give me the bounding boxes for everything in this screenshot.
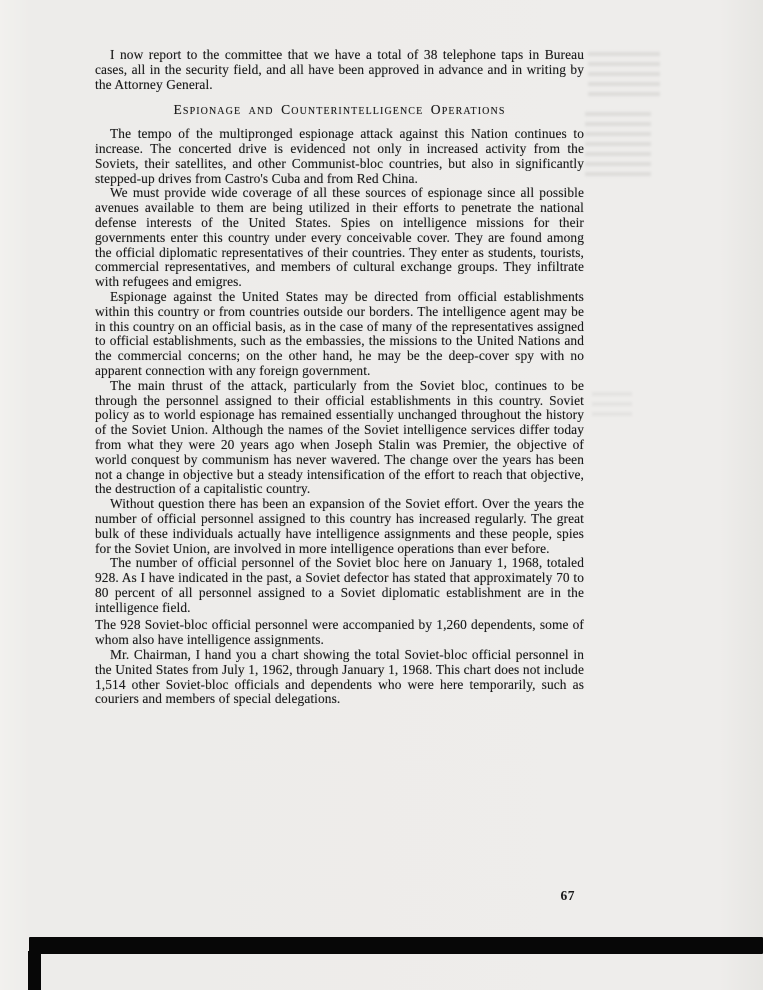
scan-black-corner-mark xyxy=(28,951,41,990)
paragraph: The number of official personnel of the Soviet bloc here on January 1, 1968, totaled 928. As I have indicated in the past, a Soviet defector has stated that approximately 70 to 80 percent of all personnel assigned to a Soviet diplomatic establishment are in the intelligence field. xyxy=(95,555,584,615)
paragraph: The main thrust of the attack, particularly from the Soviet bloc, continues to be through the personnel assigned to their official establishments in this country. Soviet policy as to world espionage has remained essentially unchanged throughout the history of the Soviet Union. Although the names of the Soviet intelligence services differ today from what they were 20 years ago when Joseph Stalin was Premier, the objective of world conquest by communism has never wavered. The change over the years has been not a change in objective but a steady intensification of the effort to reach that objective, the destruction of a capitalistic country. xyxy=(95,377,584,497)
scan-black-bar xyxy=(29,937,763,954)
scan-artifact xyxy=(585,112,651,182)
text-column xyxy=(95,48,584,707)
section-heading: Espionage and Counterintelligence Operations xyxy=(173,102,506,118)
scan-artifact xyxy=(588,52,660,100)
intro-paragraph: I now report to the committee that we have a total of 38 telephone taps in Bureau cases, all in the security field, and all have been approved in advance and in writing by the Attorney General. xyxy=(95,47,584,92)
paragraph: We must provide wide coverage of all these sources of espionage since all possible avenues available to them are being utilized in their efforts to penetrate the national defense interests of the United States. Spies on intelligence missions for their governments enter this country under every conceivable cover. They are found among the official diplomatic representatives of their countries. They enter as students, tourists, commercial representatives, and members of cultural exchange groups. They infiltrate with refugees and emigres. xyxy=(95,185,584,290)
paragraph: Espionage against the United States may be directed from official establishments within this country or from countries outside our borders. The intelligence agent may be in this country on an official basis, as in the case of many of the representatives assigned to official establishments, such as the embassies, the missions to the United Nations and the commercial concerns; on the other hand, he may be the deep-cover spy with no apparent connection with any foreign government. xyxy=(95,288,584,378)
page-number: 67 xyxy=(560,888,575,903)
paragraph: Without question there has been an expansion of the Soviet effort. Over the years the number of official personnel assigned to this country has increased regularly. The great bulk of these individuals actually have intelligence assignments and these people, spies for the Soviet Union, are involved in more intelligence operations than ever before. xyxy=(95,496,584,556)
scan-artifact xyxy=(592,392,632,418)
paragraph: The tempo of the multipronged espionage attack against this Nation continues to increase. The concerted drive is evidenced not only in increased activity from the Soviets, their satellites, and other Communist-bloc countries, but also in significantly stepped-up drives from Castro's Cuba and from Red China. xyxy=(95,126,584,186)
paragraph: The 928 Soviet-bloc official personnel were accompanied by 1,260 dependents, some of whom also have intelligence assignments. xyxy=(95,617,584,648)
paragraph: Mr. Chairman, I hand you a chart showing the total Soviet-bloc official personnel in the United States from July 1, 1962, through January 1, 1968. This chart does not include 1,514 other Soviet-bloc officials and dependents who were here temporarily, such as couriers and members of special delegations. xyxy=(95,647,584,707)
